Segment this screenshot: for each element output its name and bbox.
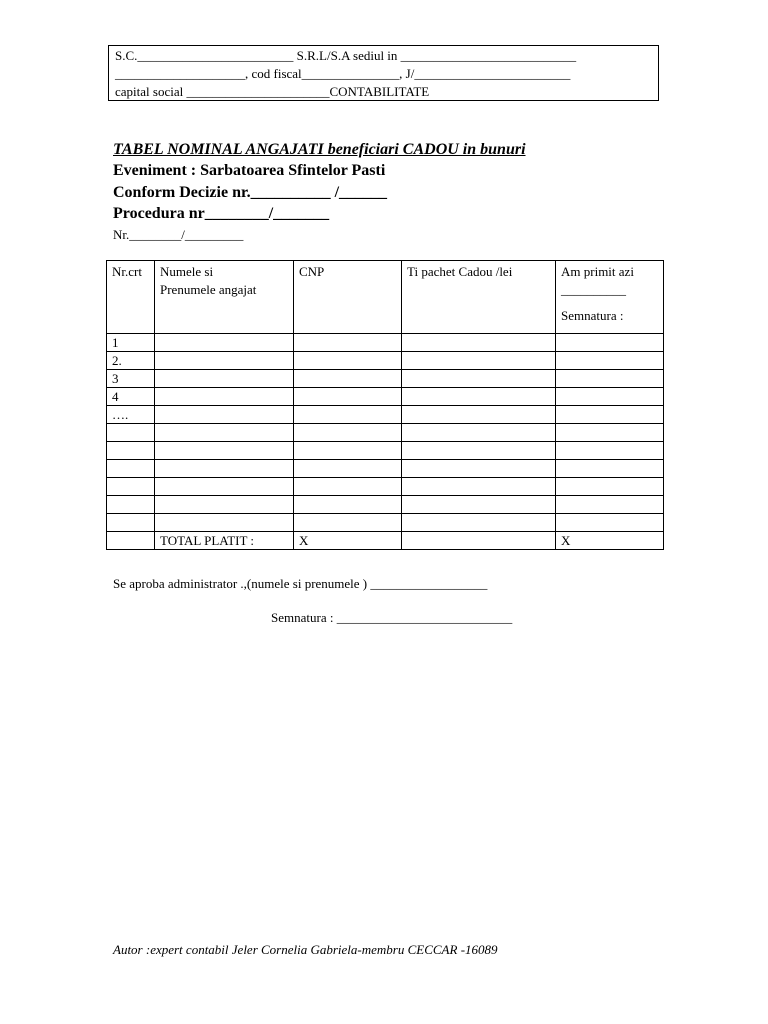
cell-name	[155, 370, 294, 388]
event-line: Eveniment : Sarbatoarea Sfintelor Pasti	[113, 162, 386, 179]
cell-gift	[402, 334, 556, 352]
cell-gift	[402, 514, 556, 532]
cell-nrcrt	[107, 442, 155, 460]
cell-received	[556, 370, 664, 388]
cell-cnp	[294, 370, 402, 388]
cell-nrcrt	[107, 460, 155, 478]
cell-name	[155, 514, 294, 532]
cell-name	[155, 406, 294, 424]
cell-cnp	[294, 442, 402, 460]
cell-gift	[402, 442, 556, 460]
cell-cnp	[294, 514, 402, 532]
table-header-row	[107, 261, 664, 334]
cell-received	[556, 442, 664, 460]
cell-nrcrt: ….	[107, 406, 155, 424]
header-cnp: CNP	[294, 261, 402, 334]
procedure-line: Procedura nr________/_______	[113, 205, 330, 222]
cell-nrcrt: 1	[107, 334, 155, 352]
cell-nrcrt	[107, 478, 155, 496]
cell-received	[556, 478, 664, 496]
table-row	[107, 370, 664, 388]
cell-nrcrt: 3	[107, 370, 155, 388]
cell-cnp	[294, 352, 402, 370]
table-row	[107, 424, 664, 442]
cell-nrcrt: 2.	[107, 352, 155, 370]
cell-name	[155, 442, 294, 460]
cell-name	[155, 352, 294, 370]
document-title: TABEL NOMINAL ANGAJATI beneficiari CADOU in bunuri	[113, 141, 526, 158]
cell-received	[556, 352, 664, 370]
cell-cnp	[294, 478, 402, 496]
table-row	[107, 496, 664, 514]
table-row	[107, 442, 664, 460]
cell-cnp	[294, 424, 402, 442]
cell-gift	[402, 532, 556, 550]
table-row	[107, 334, 664, 352]
cell-gift	[402, 388, 556, 406]
table-row	[107, 478, 664, 496]
cell-nrcrt	[107, 424, 155, 442]
table-row	[107, 352, 664, 370]
table-row	[107, 514, 664, 532]
cell-nrcrt	[107, 496, 155, 514]
header-line-company: S.C.________________________ S.R.L/S.A sediul in ___________________________	[115, 48, 577, 63]
cell-gift	[402, 496, 556, 514]
table-row	[107, 388, 664, 406]
author-footer: Autor :expert contabil Jeler Cornelia Gabriela-membru CECCAR -16089	[113, 942, 498, 957]
cell-nrcrt: 4	[107, 388, 155, 406]
table-row	[107, 406, 664, 424]
cell-name	[155, 478, 294, 496]
cell-received	[556, 496, 664, 514]
cell-received	[556, 406, 664, 424]
signature-line: Semnatura : ___________________________	[271, 610, 513, 625]
cell-name	[155, 334, 294, 352]
cell-received	[556, 334, 664, 352]
employees-table	[106, 260, 664, 550]
cell-gift	[402, 370, 556, 388]
cell-received	[556, 424, 664, 442]
approval-line: Se aproba administrator .,(numele si prenumele ) __________________	[113, 576, 488, 591]
cell-nrcrt	[107, 532, 155, 550]
header-gift: Ti pachet Cadou /lei	[402, 261, 556, 334]
company-header-box	[108, 45, 659, 101]
cell-received	[556, 388, 664, 406]
cell-gift	[402, 478, 556, 496]
table-row	[107, 460, 664, 478]
number-line: Nr.________/_________	[113, 227, 244, 242]
header-nrcrt: Nr.crt	[107, 261, 155, 334]
decision-line: Conform Decizie nr.__________ /______	[113, 184, 388, 201]
cell-received	[556, 514, 664, 532]
table-row	[107, 532, 664, 550]
cell-nrcrt	[107, 514, 155, 532]
cell-gift	[402, 424, 556, 442]
cell-cnp	[294, 388, 402, 406]
cell-cnp	[294, 496, 402, 514]
cell-gift	[402, 352, 556, 370]
cell-received: X	[556, 532, 664, 550]
cell-cnp	[294, 460, 402, 478]
cell-cnp	[294, 334, 402, 352]
cell-received	[556, 460, 664, 478]
cell-cnp	[294, 406, 402, 424]
header-line-fiscal: ____________________, cod fiscal_______________, J/________________________	[115, 66, 571, 81]
header-line-capital: capital social ______________________CONTABILITATE	[115, 84, 430, 99]
cell-cnp: X	[294, 532, 402, 550]
cell-name	[155, 424, 294, 442]
cell-gift	[402, 460, 556, 478]
cell-name	[155, 388, 294, 406]
cell-name: TOTAL PLATIT :	[155, 532, 294, 550]
cell-name	[155, 496, 294, 514]
cell-name	[155, 460, 294, 478]
cell-gift	[402, 406, 556, 424]
header-received: Am primit azi __________ Semnatura :	[556, 261, 664, 334]
header-name: Numele si Prenumele angajat	[155, 261, 294, 334]
